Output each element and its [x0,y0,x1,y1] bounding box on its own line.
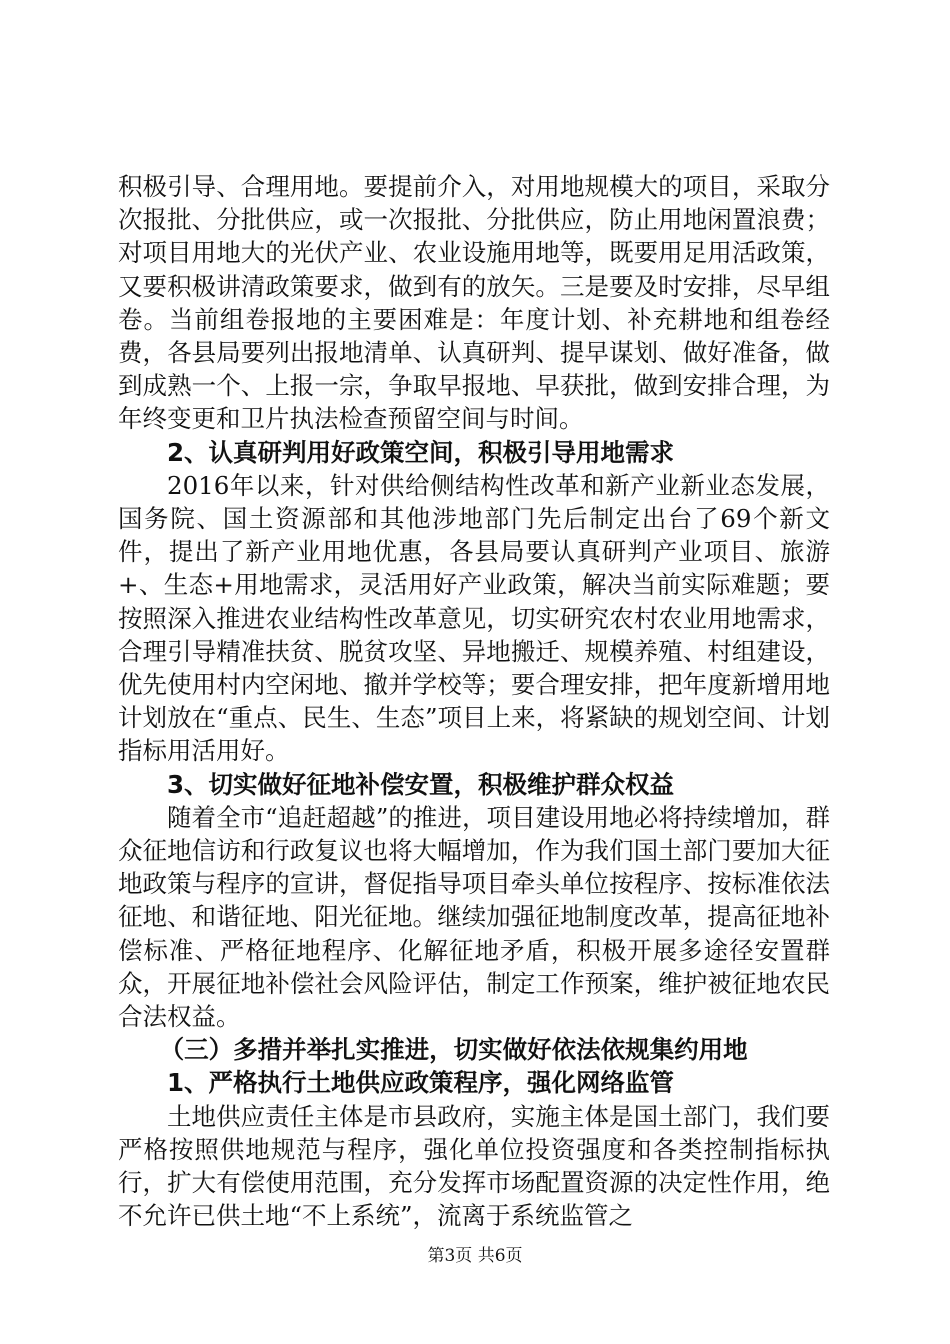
page-footer: 第3页 共6页 [427,1246,523,1266]
document-body [118,170,830,1233]
body-paragraph-1: 积极引导、合理用地。要提前介入，对用地规模大的项目，采取分次报批、分批供应，或一次报批、分批供应，防止用地闲置浪费；对项目用地大的光伏产业、农业设施用地等，既要用足用活政策，又要积极讲清政策要求，做到有的放矢。三是要及时安排，尽早组卷。当前组卷报地的主要困难是：年度计划、补充耕地和组卷经费，各县局要列出报地清单、认真研判、提早谋划、做好准备，做到成熟一个、上报一宗，争取早报地、早获批，做到安排合理，为年终变更和卫片执法检查预留空间与时间。 [118,172,830,434]
body-paragraph-3: 随着全市“追赶超越”的推进，项目建设用地必将持续增加，群众征地信访和行政复议也将大幅增加，作为我们国土部门要加大征地政策与程序的宣讲，督促指导项目牵头单位按程序、按标准依法征地、和谐征地、阳光征地。继续加强征地制度改革，提高征地补偿标准、严格征地程序、化解征地矛盾，积极开展多途径安置群众，开展征地补偿社会风险评估，制定工作预案，维护被征地农民合法权益。 [118,802,830,1032]
chapter-heading-3: （三）多措并举扎实推进，切实做好依法依规集约用地 [159,1035,748,1065]
section-heading-3: 3、切实做好征地补偿安置，积极维护群众权益 [167,769,675,799]
body-paragraph-4: 土地供应责任主体是市县政府，实施主体是国土部门，我们要严格按照供地规范与程序，强化单位投资强度和各类控制指标执行，扩大有偿使用范围，充分发挥市场配置资源的决定性作用，绝不允许已供土地“不上系统”，流离于系统监管之 [118,1101,830,1231]
section-heading-2: 2、认真研判用好政策空间，积极引导用地需求 [167,437,675,467]
section-heading-1: 1、严格执行土地供应政策程序，强化网络监管 [167,1068,675,1098]
body-paragraph-2: 2016年以来，针对供给侧结构性改革和新产业新业态发展，国务院、国土资源部和其他涉地部门先后制定出台了69个新文件，提出了新产业用地优惠，各县局要认真研判产业项目、旅游+、生态+用地需求，灵活用好产业政策，解决当前实际难题；要按照深入推进农业结构性改革意见，切实研究农村农业用地需求，合理引导精准扶贫、脱贫攻坚、异地搬迁、规模养殖、村组建设，优先使用村内空闲地、撤并学校等；要合理安排，把年度新增用地计划放在“重点、民生、生态”项目上来，将紧缺的规划空间、计划指标用活用好。 [118,470,830,766]
